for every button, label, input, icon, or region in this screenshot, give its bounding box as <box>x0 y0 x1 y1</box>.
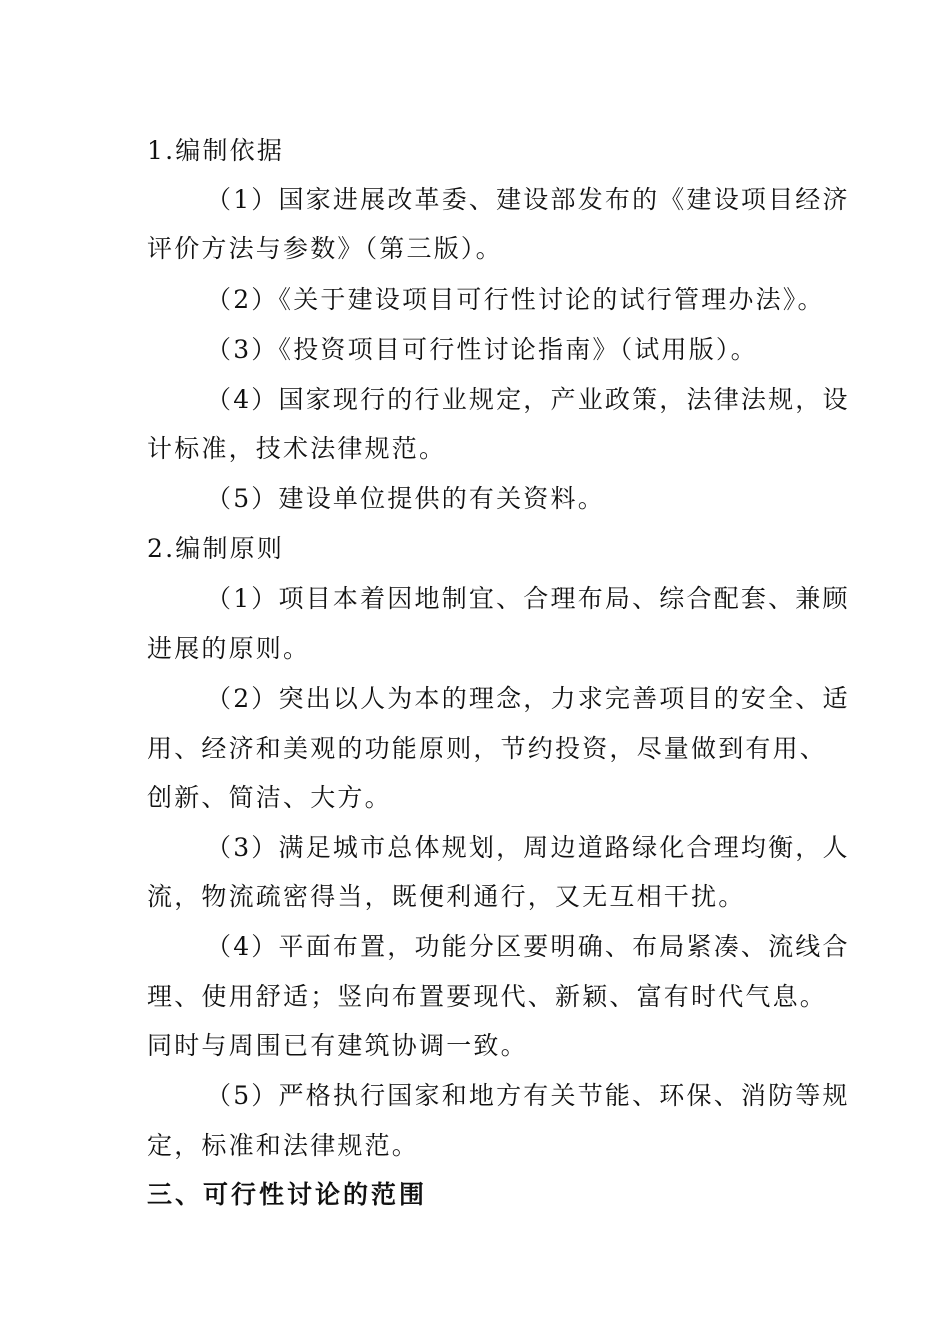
section-heading-basis: 1.编制依据 <box>147 136 285 165</box>
chapter-heading-scope: 三、可行性讨论的范围 <box>147 1180 428 1209</box>
paragraph-line: 进展的原则。 <box>147 634 311 663</box>
paragraph-line: （2）突出以人为本的理念，力求完善项目的安全、适 <box>206 684 850 713</box>
paragraph-line: 定，标准和法律规范。 <box>147 1131 420 1160</box>
paragraph-line: （2）《关于建设项目可行性讨论的试行管理办法》。 <box>206 285 825 314</box>
paragraph-line: （4）国家现行的行业规定，产业政策，法律法规，设 <box>206 385 850 414</box>
paragraph-line: 计标准，技术法律规范。 <box>147 434 447 463</box>
paragraph-line: 流，物流疏密得当，既便利通行，又无互相干扰。 <box>147 882 746 911</box>
paragraph-line: （4）平面布置，功能分区要明确、布局紧凑、流线合 <box>206 932 850 961</box>
paragraph-line: （5）严格执行国家和地方有关节能、环保、消防等规 <box>206 1081 850 1110</box>
paragraph-line: 创新、简洁、大方。 <box>147 783 392 812</box>
section-heading-principles: 2.编制原则 <box>147 534 285 563</box>
paragraph-line: （5）建设单位提供的有关资料。 <box>206 484 605 513</box>
paragraph-line: （3）《投资项目可行性讨论指南》（试用版）。 <box>206 335 758 364</box>
paragraph-line: 同时与周围已有建筑协调一致。 <box>147 1031 528 1060</box>
paragraph-line: 评价方法与参数》（第三版）。 <box>147 234 503 263</box>
paragraph-line: （1）国家进展改革委、建设部发布的《建设项目经济 <box>206 185 850 214</box>
paragraph-line: （3）满足城市总体规划，周边道路绿化合理均衡，人 <box>206 833 850 862</box>
paragraph-line: 用、经济和美观的功能原则，节约投资，尽量做到有用、 <box>147 734 828 763</box>
paragraph-line: 理、使用舒适；竖向布置要现代、新颖、富有时代气息。 <box>147 982 828 1011</box>
paragraph-line: （1）项目本着因地制宜、合理布局、综合配套、兼顾 <box>206 584 850 613</box>
